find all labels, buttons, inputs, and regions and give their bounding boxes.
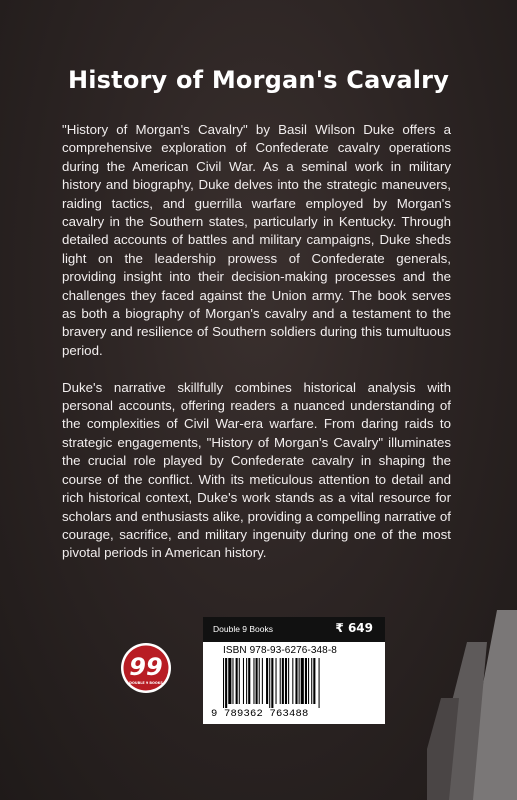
barcode-panel — [203, 617, 385, 724]
publisher-logo-icon — [120, 642, 172, 694]
barcode-icon — [223, 658, 373, 708]
decorative-corner-bars-icon — [427, 610, 517, 800]
description-paragraph-1: "History of Morgan's Cavalry" by Basil Wilson Duke offers a comprehensive exploration of Confederate cavalry operations during the American Civil War. As a seminal work in military history and biography, Duke delves into the strategic maneuvers, raiding tactics, and guerrilla warfare employed by Morgan's cavalry in the Southern states, particularly in Kentucky. Through detailed accounts of battles and military campaigns, Duke sheds light on the leadership prowess of Confederate generals, providing insight into their decision-making processes and the challenges they faced against the Union army. The book serves as both a biography of Morgan's cavalry and a testament to the bravery and resilience of Southern soldiers during this tumultuous period. — [62, 122, 451, 358]
description-paragraph-2: Duke's narrative skillfully combines historical analysis with personal accounts, offering readers a nuanced understanding of the complexities of Civil War-era warfare. From daring raids to strategic engagements, "History of Morgan's Cavalry" illuminates the crucial role played by Confederate cavalry in shaping the course of the conflict. With its meticulous attention to detail and rich historical context, Duke's work stands as a vital resource for scholars and enthusiasts alike, providing a compelling narrative of courage, sacrifice, and military ingenuity during one of the most pivotal periods in American history. — [62, 379, 451, 561]
book-description — [62, 121, 451, 563]
barcode-digits: 9 789362 763488 — [211, 708, 309, 720]
price-label: ₹ 649 — [335, 621, 373, 635]
logo-wordmark: DOUBLE 9 BOOKS — [129, 681, 163, 685]
price-strip — [203, 617, 385, 642]
book-title: History of Morgan's Cavalry — [67, 66, 450, 94]
publisher-name: Double 9 Books — [213, 624, 274, 634]
logo-numeral: 99 — [129, 653, 163, 681]
isbn-label: ISBN 978-93-6276-348-8 — [223, 645, 337, 656]
